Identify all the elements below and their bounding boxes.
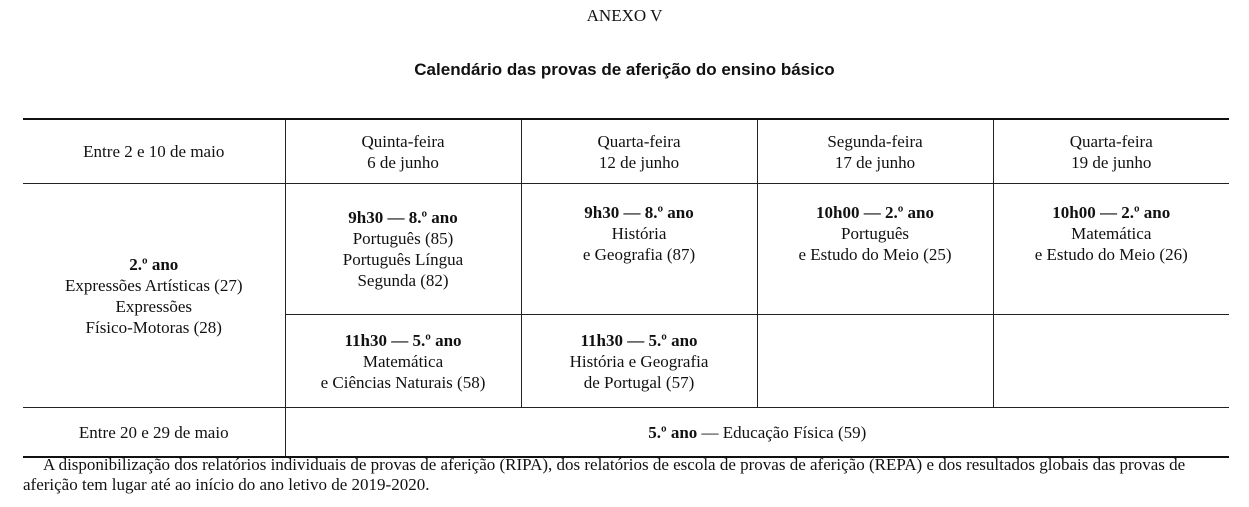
header-day-cell (757, 119, 993, 184)
exam-line: Físico-Motoras (28) (85, 317, 222, 337)
date-label: 12 de junho (598, 152, 680, 172)
footnote: A disponibilização dos relatórios individuais de provas de aferição (RIPA), dos relatórios de escola de provas de aferição (REPA) e dos resultados globais das provas de aferição tem lugar até ao início do ano letivo de 2019-2020. (23, 455, 1186, 494)
date-label: 17 de junho (834, 152, 916, 172)
exam-time: 10h00 — 2.º ano (815, 203, 935, 222)
weekday-label: Segunda-feira (827, 131, 923, 151)
exam-time: 9h30 — 8.º ano (584, 203, 694, 222)
grade-label: 2.º ano (129, 254, 179, 274)
table-row (23, 408, 1229, 458)
exam-line: Português Língua (342, 250, 464, 269)
exam-time: 10h00 — 2.º ano (1052, 203, 1171, 222)
period-label: Entre 2 e 10 de maio (83, 142, 225, 161)
header-period-cell (23, 119, 285, 184)
grade-label: 5.º ano (648, 422, 698, 442)
exam-line: História e Geografia (569, 351, 709, 371)
exam-cell (757, 184, 993, 315)
exam-calendar-table (23, 118, 1229, 458)
exam-cell (993, 184, 1229, 315)
weekday-label: Quarta-feira (597, 131, 681, 151)
header-day-cell (521, 119, 757, 184)
annex-label: ANEXO V (586, 6, 663, 25)
empty-cell (757, 315, 993, 408)
header-day-cell (993, 119, 1229, 184)
empty-cell (993, 315, 1229, 408)
weekday-label: Quinta-feira (361, 131, 445, 151)
exam-line: e Estudo do Meio (25) (798, 245, 952, 264)
exam-line: e Estudo do Meio (26) (1034, 245, 1188, 264)
period-label: Entre 20 e 29 de maio (78, 422, 229, 442)
exam-line: Matemática (362, 351, 444, 371)
exam-line: e Geografia (87) (582, 245, 696, 264)
exam-line: Matemática (1071, 224, 1152, 243)
exam-time: 11h30 — 5.º ano (580, 330, 698, 350)
exam-line: Português (85) (352, 229, 454, 248)
physical-education-cell (285, 408, 1229, 458)
exam-time: 9h30 — 8.º ano (348, 208, 458, 227)
exam-cell (285, 184, 521, 315)
exam-cell (521, 184, 757, 315)
exam-line: Português (841, 224, 909, 243)
exam-line: História (611, 224, 667, 243)
exam-time: 11h30 — 5.º ano (344, 330, 462, 350)
exam-cell (285, 315, 521, 408)
exam-cell (521, 315, 757, 408)
exam-line: Segunda (82) (357, 271, 449, 290)
header-day-cell (285, 119, 521, 184)
weekday-label: Quarta-feira (1069, 131, 1153, 151)
page-title: Calendário das provas de aferição do ensino básico (414, 60, 835, 79)
date-label: 19 de junho (1071, 152, 1152, 172)
exam-line: e Ciências Naturais (58) (320, 372, 486, 392)
exam-line: Expressões (115, 296, 192, 316)
exam-line: de Portugal (57) (583, 372, 695, 392)
exam-line: Expressões Artísticas (27) (64, 275, 243, 295)
date-label: 6 de junho (367, 152, 439, 172)
table-row (23, 184, 1229, 315)
first-period-exams-cell (23, 184, 285, 408)
table-header-row (23, 119, 1229, 184)
second-period-cell (23, 408, 285, 458)
exam-line: — Educação Física (59) (697, 422, 867, 442)
